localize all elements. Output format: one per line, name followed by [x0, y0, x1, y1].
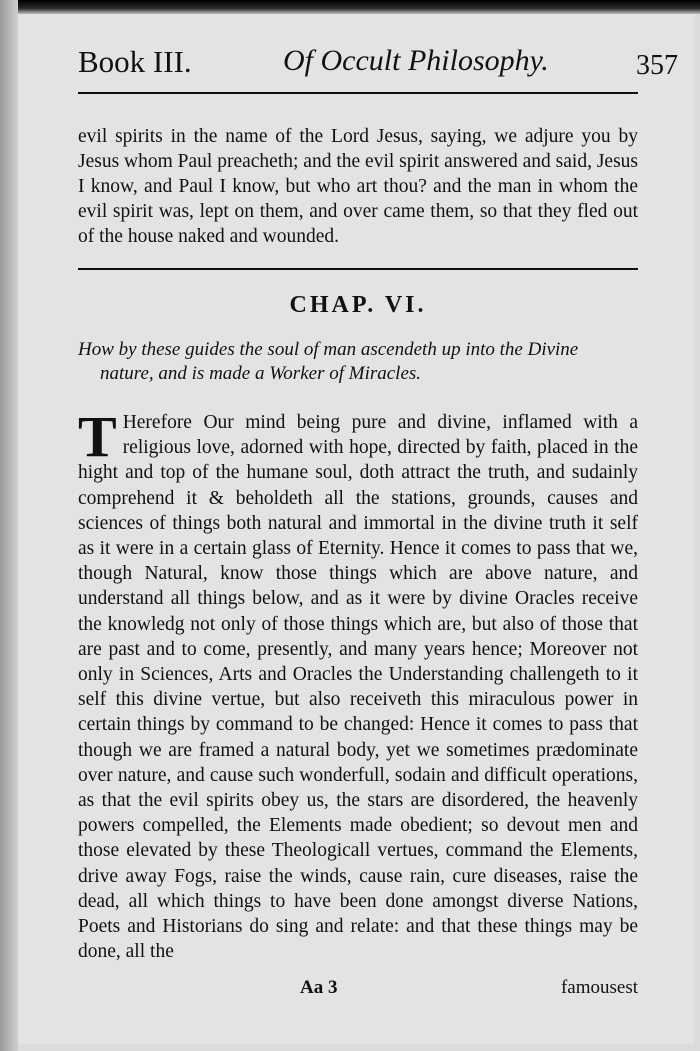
signature-mark: Aa 3	[300, 977, 338, 998]
scan-binding-edge	[0, 0, 18, 1051]
section-rule	[78, 268, 638, 270]
catchword: famousest	[560, 977, 638, 998]
continuation-paragraph: evil spirits in the name of the Lord Jesus, saying, we adjure you by Jesus whom Paul preacheth; and the evil spirit answered and said, Jesus I know, and Paul I know, but who art thou? and the man in whom the evil spirit was, lept on them, and over came them, so that they fled out of the house naked and wounded.	[78, 125, 638, 248]
page-footer	[78, 977, 638, 1003]
chapter-body	[78, 404, 638, 964]
chapter-body-text: Herefore Our mind being pure and divine, inflamed with a religious love, adorned with hope, directed by faith, placed in the hight and top of the humane soul, doth attract the truth, and sudainly comprehend it & beholdeth all the stations, grounds, causes and sciences of things both natural and immortal in the divine truth it self as it were in a certain glass of Eternity. Hence it comes to pass that we, though Natural, know those things which are above nature, and understand all things below, and as it were by divine Oracles receive the knowledg not only of those things which are, but also of those that are past and to come, presently, and many years hence; Moreover not only in Sciences, Arts and Oracles the Understanding challengeth to it self this divine vertue, but also receiveth this miraculous power in certain things by command to be changed: Hence it comes to pass that though we are framed a natural body, yet we sometimes prædominate over nature, and cause such wonderfull, sodain and difficult operations, as that the evil spirits obey us, the stars are disordered, the heavenly powers compelled, the Elements made obedient; so devout men and those elevated by these Theologicall vertues, command the Elements, drive away Fogs, raise the winds, cause rain, cure diseases, raise the dead, all which things to have been done amongst diverse Nations, Poets and Historians do sing and relate: and that these things may be done, all the	[78, 412, 638, 963]
chapter-heading: CHAP. VI.	[289, 292, 427, 318]
page-number: 357	[636, 50, 678, 81]
chapter-subtitle-line-1: How by these guides the soul of man ascendeth up into the Divine	[78, 339, 579, 360]
chapter-subtitle	[78, 338, 638, 386]
running-head	[78, 44, 678, 88]
chapter-subtitle-line-2: nature, and is made a Worker of Miracles.	[100, 363, 422, 384]
book-label: Book III.	[78, 44, 192, 79]
scan-top-edge	[0, 0, 700, 14]
drop-cap: T	[78, 404, 117, 469]
running-title: Of Occult Philosophy.	[283, 44, 549, 77]
header-rule	[78, 92, 638, 94]
